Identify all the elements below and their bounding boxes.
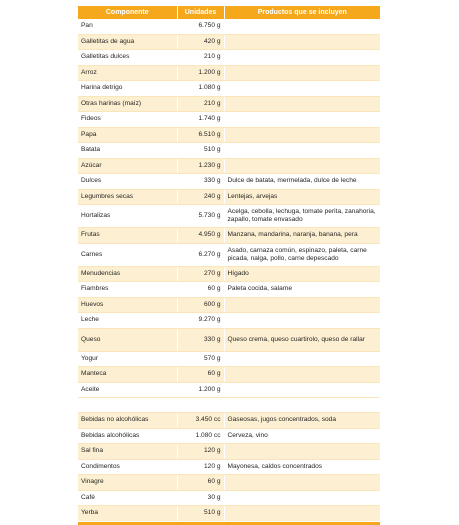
cell-unidades: 330 g: [177, 328, 224, 351]
table-row: [78, 158, 380, 174]
cell-unidades: 6.750 g: [177, 19, 224, 34]
cell-unidades: 270 g: [177, 266, 224, 282]
cell-unidades: 600 g: [177, 297, 224, 313]
table-row: [78, 34, 380, 50]
cell-productos: [224, 158, 380, 174]
table-row: [78, 475, 380, 491]
cell-componente: Pan: [78, 19, 177, 34]
cell-componente: Café: [78, 490, 177, 506]
table-row: [78, 65, 380, 81]
header-componente: Componente: [78, 6, 177, 19]
cell-unidades: 210 g: [177, 50, 224, 66]
cell-unidades: 3.450 cc: [177, 413, 224, 429]
table-row: [78, 127, 380, 143]
cell-productos: Asado, carnaza común, espinazo, paleta, carne picada, nalga, pollo, carne depescado: [224, 243, 380, 266]
cell-unidades: 510 g: [177, 506, 224, 521]
cell-unidades: 420 g: [177, 34, 224, 50]
cell-unidades: 240 g: [177, 189, 224, 205]
cell-componente: Galletitas de agua: [78, 34, 177, 50]
header-row: [78, 6, 380, 19]
table-row: [78, 444, 380, 460]
table-row: [78, 205, 380, 228]
cell-unidades: 1.230 g: [177, 158, 224, 174]
header-unidades: Unidades: [177, 6, 224, 19]
cell-componente: Bebidas no alcohólicas: [78, 413, 177, 429]
cell-unidades: 210 g: [177, 96, 224, 112]
cell-componente: Harina detrigo: [78, 81, 177, 97]
cell-unidades: 60 g: [177, 282, 224, 298]
cell-productos: Dulce de batata, mermelada, dulce de leche: [224, 174, 380, 190]
table-row: [78, 19, 380, 34]
cell-componente: Hortalizas: [78, 205, 177, 228]
table-row: [78, 81, 380, 97]
header-productos: Productos que se incluyen: [224, 6, 380, 19]
cell-componente: Fiambres: [78, 282, 177, 298]
cell-unidades: 9.270 g: [177, 313, 224, 329]
table-header: [78, 6, 380, 19]
cell-componente: Vinagre: [78, 475, 177, 491]
cell-unidades: 1.080 g: [177, 81, 224, 97]
cell-productos: [224, 475, 380, 491]
table-row: [78, 297, 380, 313]
cell-productos: Acelga, cebolla, lechuga, tomate perita, zanahoria, zapallo, tomate envasado: [224, 205, 380, 228]
cell-productos: Manzana, mandarina, naranja, banana, pera: [224, 228, 380, 244]
table-row: [78, 313, 380, 329]
cell-componente: Leche: [78, 313, 177, 329]
cell-componente: Carnes: [78, 243, 177, 266]
cell-productos: [224, 143, 380, 159]
table-row: [78, 382, 380, 398]
cell-productos: [224, 382, 380, 398]
cell-productos: [224, 96, 380, 112]
cell-componente: Aceite: [78, 382, 177, 398]
cell-unidades: 6.510 g: [177, 127, 224, 143]
cell-componente: Manteca: [78, 367, 177, 383]
cell-componente: Sal fina: [78, 444, 177, 460]
table-row: [78, 490, 380, 506]
cell-productos: Cerveza, vino: [224, 428, 380, 444]
cell-componente: Bebidas alcohólicas: [78, 428, 177, 444]
table-row: [78, 459, 380, 475]
cell-componente: Frutas: [78, 228, 177, 244]
table-row: [78, 506, 380, 521]
table-row: [78, 174, 380, 190]
food-basket-table: [78, 6, 380, 521]
cell-productos: [224, 444, 380, 460]
spacer-cell: [78, 398, 177, 413]
table-row: [78, 282, 380, 298]
cell-unidades: 6.270 g: [177, 243, 224, 266]
table-row: [78, 96, 380, 112]
cell-productos: [224, 351, 380, 367]
table-row: [78, 143, 380, 159]
table-row: [78, 428, 380, 444]
cell-productos: [224, 81, 380, 97]
cell-unidades: 120 g: [177, 444, 224, 460]
cell-componente: Papa: [78, 127, 177, 143]
cell-componente: Legumbres secas: [78, 189, 177, 205]
cell-unidades: 60 g: [177, 367, 224, 383]
cell-unidades: 30 g: [177, 490, 224, 506]
cell-productos: Gaseosas, jugos concentrados, soda: [224, 413, 380, 429]
cell-productos: [224, 490, 380, 506]
cell-productos: Hígado: [224, 266, 380, 282]
cell-productos: [224, 112, 380, 128]
table-row: [78, 367, 380, 383]
cell-componente: Queso: [78, 328, 177, 351]
spacer-cell: [224, 398, 380, 413]
bottom-rule: [78, 522, 380, 525]
cell-unidades: 60 g: [177, 475, 224, 491]
document-page: [78, 6, 380, 525]
table-row: [78, 189, 380, 205]
cell-unidades: 510 g: [177, 143, 224, 159]
cell-productos: [224, 367, 380, 383]
cell-productos: [224, 297, 380, 313]
table-row: [78, 243, 380, 266]
table-row: [78, 351, 380, 367]
cell-componente: Arroz: [78, 65, 177, 81]
table-row: [78, 50, 380, 66]
cell-unidades: 1.740 g: [177, 112, 224, 128]
cell-productos: Paleta cocida, salame: [224, 282, 380, 298]
cell-unidades: 1.200 g: [177, 65, 224, 81]
spacer-cell: [177, 398, 224, 413]
cell-productos: Queso crema, queso cuartirolo, queso de rallar: [224, 328, 380, 351]
cell-unidades: 1.200 g: [177, 382, 224, 398]
cell-productos: Mayonesa, caldos concentrados: [224, 459, 380, 475]
table-row: [78, 413, 380, 429]
cell-componente: Condimentos: [78, 459, 177, 475]
cell-componente: Fideos: [78, 112, 177, 128]
table-spacer-row: [78, 398, 380, 413]
table-row: [78, 228, 380, 244]
cell-productos: [224, 50, 380, 66]
cell-productos: [224, 506, 380, 521]
cell-productos: [224, 127, 380, 143]
table-body: [78, 19, 380, 521]
cell-unidades: 4.950 g: [177, 228, 224, 244]
cell-unidades: 330 g: [177, 174, 224, 190]
cell-unidades: 1.080 cc: [177, 428, 224, 444]
cell-productos: Lentejas, arvejas: [224, 189, 380, 205]
table-row: [78, 266, 380, 282]
cell-productos: [224, 65, 380, 81]
cell-componente: Huevos: [78, 297, 177, 313]
cell-componente: Galletitas dulces: [78, 50, 177, 66]
cell-unidades: 570 g: [177, 351, 224, 367]
table-row: [78, 328, 380, 351]
cell-componente: Menudencias: [78, 266, 177, 282]
cell-componente: Dulces: [78, 174, 177, 190]
cell-productos: [224, 313, 380, 329]
cell-componente: Azúcar: [78, 158, 177, 174]
cell-componente: Otras harinas (maíz): [78, 96, 177, 112]
table-row: [78, 112, 380, 128]
cell-productos: [224, 19, 380, 34]
cell-productos: [224, 34, 380, 50]
cell-componente: Batata: [78, 143, 177, 159]
cell-componente: Yerba: [78, 506, 177, 521]
cell-componente: Yogur: [78, 351, 177, 367]
cell-unidades: 120 g: [177, 459, 224, 475]
cell-unidades: 5.730 g: [177, 205, 224, 228]
